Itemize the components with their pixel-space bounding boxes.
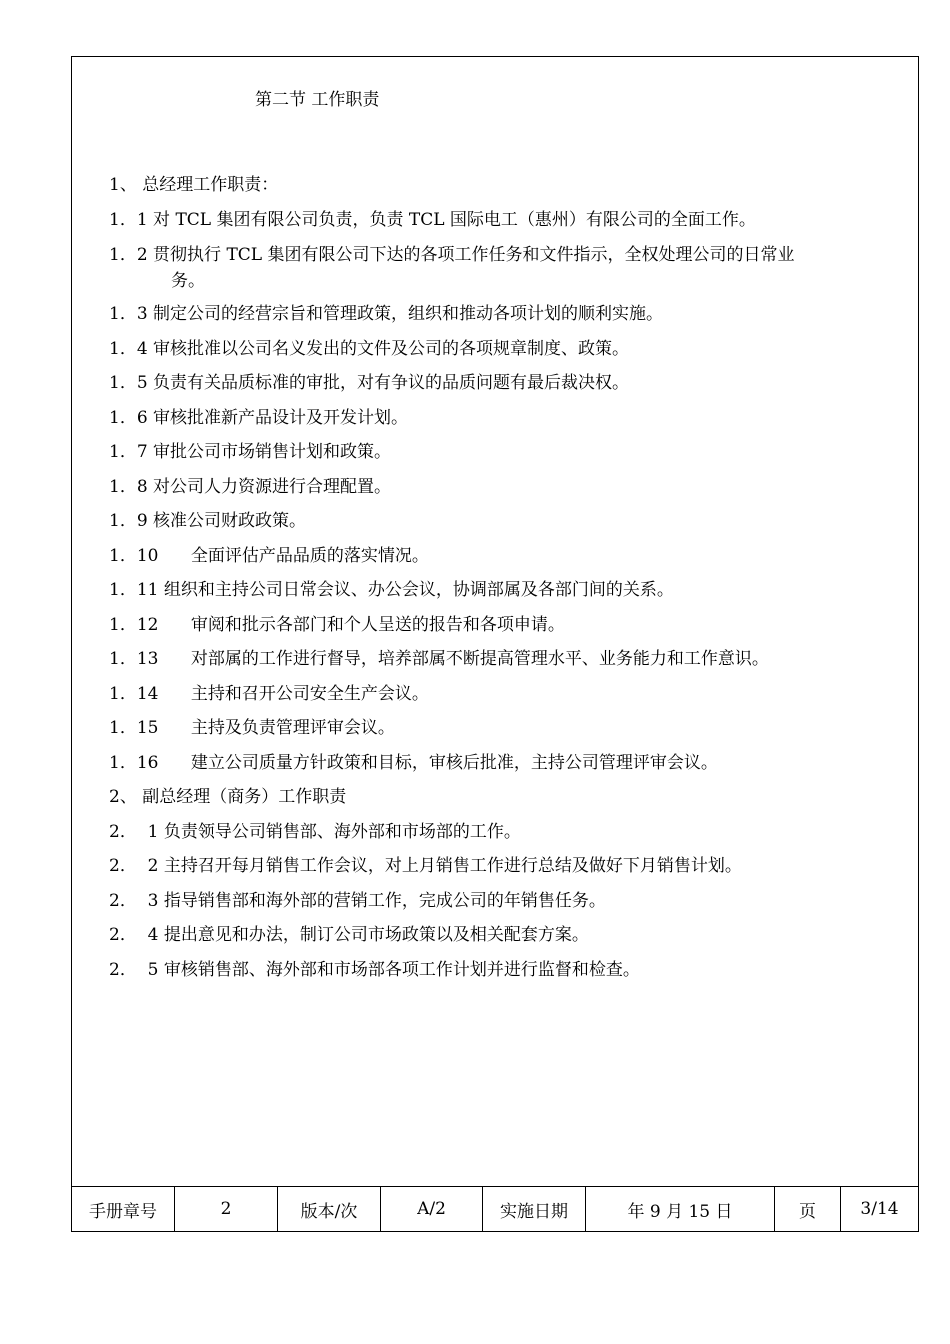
list-item: 1．10 全面评估产品品质的落实情况。 [109, 546, 429, 566]
manual-chapter-label: 手册章号 [72, 1187, 175, 1231]
list-item: 2． 3 指导销售部和海外部的营销工作，完成公司的年销售任务。 [109, 891, 606, 911]
version-label: 版本/次 [278, 1187, 381, 1231]
page-label: 页 [775, 1187, 841, 1231]
list-item: 1．9 核准公司财政政策。 [109, 511, 307, 531]
list-item: 1．12 审阅和批示各部门和个人呈送的报告和各项申请。 [109, 615, 565, 635]
section-title: 第二节 工作职责 [255, 90, 380, 110]
list-item: 1．3 制定公司的经营宗旨和管理政策，组织和推动各项计划的顺利实施。 [109, 304, 664, 324]
version-value: A/2 [381, 1187, 483, 1231]
list-item: 1．7 审批公司市场销售计划和政策。 [109, 442, 392, 462]
list-item: 2． 5 审核销售部、海外部和市场部各项工作计划并进行监督和检查。 [109, 960, 640, 980]
list-item: 1．16 建立公司质量方针政策和目标，审核后批准，主持公司管理评审会议。 [109, 753, 718, 773]
list-item: 1、 总经理工作职责： [109, 175, 279, 195]
list-item: 1．2 贯彻执行 TCL 集团有限公司下达的各项工作任务和文件指示，全权处理公司的日常业 务。 [109, 245, 795, 291]
document-body [72, 57, 920, 1189]
list-item: 1．4 审核批准以公司名义发出的文件及公司的各项规章制度、政策。 [109, 339, 630, 359]
list-item: 1．15 主持及负责管理评审会议。 [109, 718, 395, 738]
list-item: 1．6 审核批准新产品设计及开发计划。 [109, 408, 409, 428]
list-item: 2、 副总经理（商务）工作职责 [109, 787, 347, 807]
list-item: 1．1 对 TCL 集团有限公司负责，负责 TCL 国际电工（惠州）有限公司的全面工作。 [109, 210, 756, 230]
list-item: 1．14 主持和召开公司安全生产会议。 [109, 684, 429, 704]
list-item: 1．8 对公司人力资源进行合理配置。 [109, 477, 392, 497]
list-item: 1．5 负责有关品质标准的审批，对有争议的品质问题有最后裁决权。 [109, 373, 630, 393]
document-frame [71, 56, 919, 1232]
list-item: 2． 4 提出意见和办法，制订公司市场政策以及相关配套方案。 [109, 925, 589, 945]
date-value: 年 9 月 15 日 [586, 1187, 775, 1231]
document-footer-table [72, 1186, 918, 1231]
list-item: 1．11 组织和主持公司日常会议、办公会议，协调部属及各部门间的关系。 [109, 580, 674, 600]
page-value: 3/14 [860, 1199, 899, 1219]
manual-chapter-value: 2 [175, 1187, 278, 1231]
list-item: 2． 1 负责领导公司销售部、海外部和市场部的工作。 [109, 822, 521, 842]
list-item: 2． 2 主持召开每月销售工作会议，对上月销售工作进行总结及做好下月销售计划。 [109, 856, 742, 876]
date-label: 实施日期 [483, 1187, 586, 1231]
list-item: 1．13 对部属的工作进行督导，培养部属不断提高管理水平、业务能力和工作意识。 [109, 649, 769, 669]
